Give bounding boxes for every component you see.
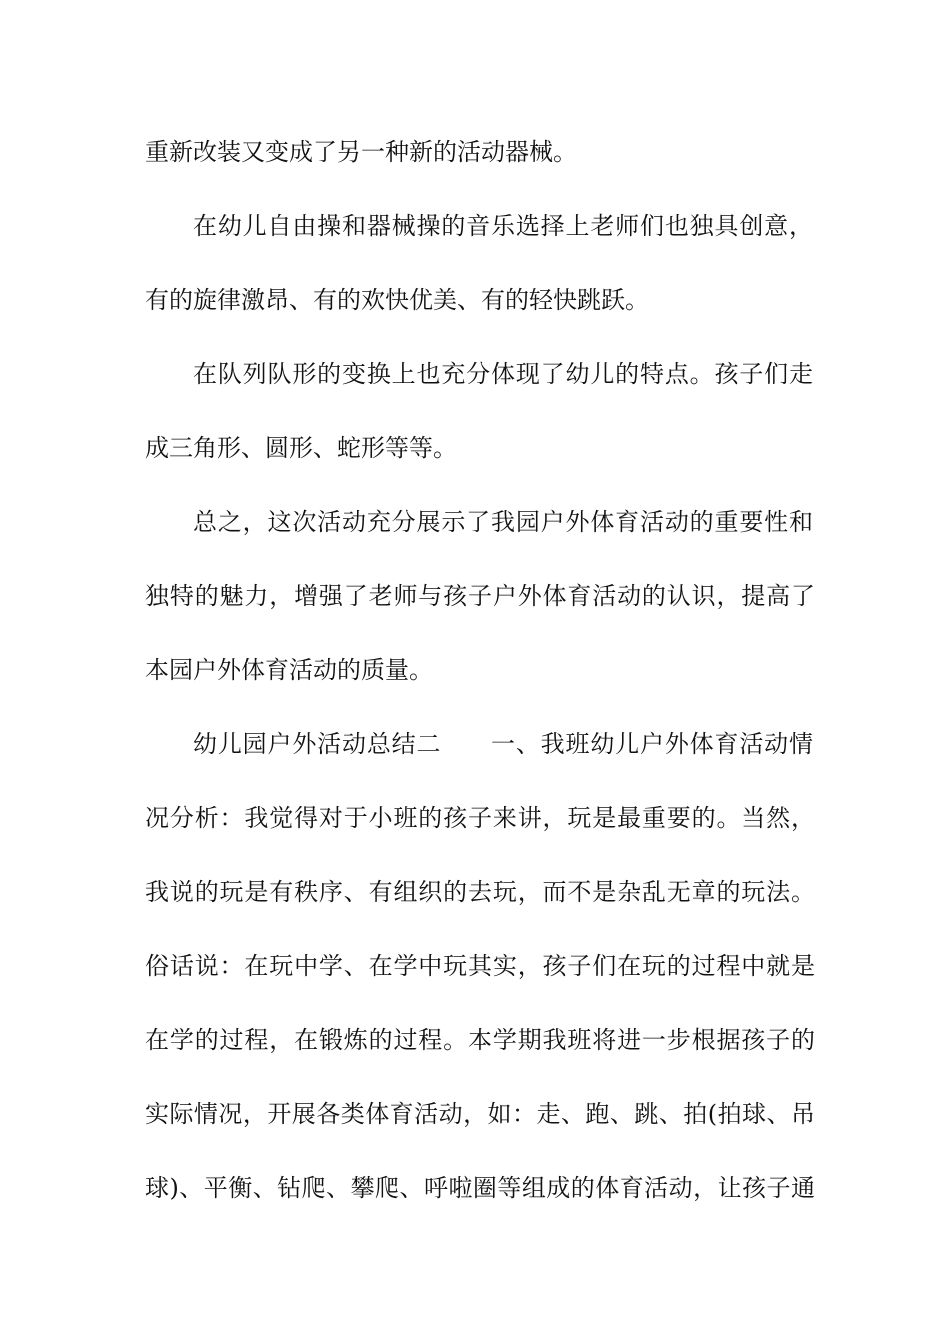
text-line-12: 俗话说：在玩中学、在学中玩其实，孩子们在玩的过程中就是 bbox=[145, 952, 815, 980]
text-line-7: 独特的魅力，增强了老师与孩子户外体育活动的认识，提高了 bbox=[145, 582, 815, 610]
text-line-1: 重新改装又变成了另一种新的活动器械。 bbox=[145, 138, 577, 166]
text-line-8: 本园户外体育活动的质量。 bbox=[145, 656, 433, 684]
text-line-10: 况分析：我觉得对于小班的孩子来讲，玩是最重要的。当然， bbox=[145, 804, 815, 832]
text-line-11: 我说的玩是有秩序、有组织的去玩，而不是杂乱无章的玩法。 bbox=[145, 878, 815, 906]
text-line-5: 成三角形、圆形、蛇形等等。 bbox=[145, 434, 457, 462]
text-line-4: 在队列队形的变换上也充分体现了幼儿的特点。孩子们走 bbox=[193, 360, 813, 388]
text-line-14: 实际情况，开展各类体育活动，如：走、跑、跳、拍(拍球、吊 bbox=[145, 1100, 815, 1128]
text-line-2: 在幼儿自由操和器械操的音乐选择上老师们也独具创意， bbox=[193, 212, 813, 240]
text-line-3: 有的旋律激昂、有的欢快优美、有的轻快跳跃。 bbox=[145, 286, 649, 314]
text-line-13: 在学的过程，在锻炼的过程。本学期我班将进一步根据孩子的 bbox=[145, 1026, 815, 1054]
text-line-6: 总之，这次活动充分展示了我园户外体育活动的重要性和 bbox=[193, 508, 813, 536]
text-line-9: 幼儿园户外活动总结二 一、我班幼儿户外体育活动情 bbox=[193, 730, 813, 758]
text-line-15: 球)、平衡、钻爬、攀爬、呼啦圈等组成的体育活动，让孩子通 bbox=[145, 1174, 815, 1202]
